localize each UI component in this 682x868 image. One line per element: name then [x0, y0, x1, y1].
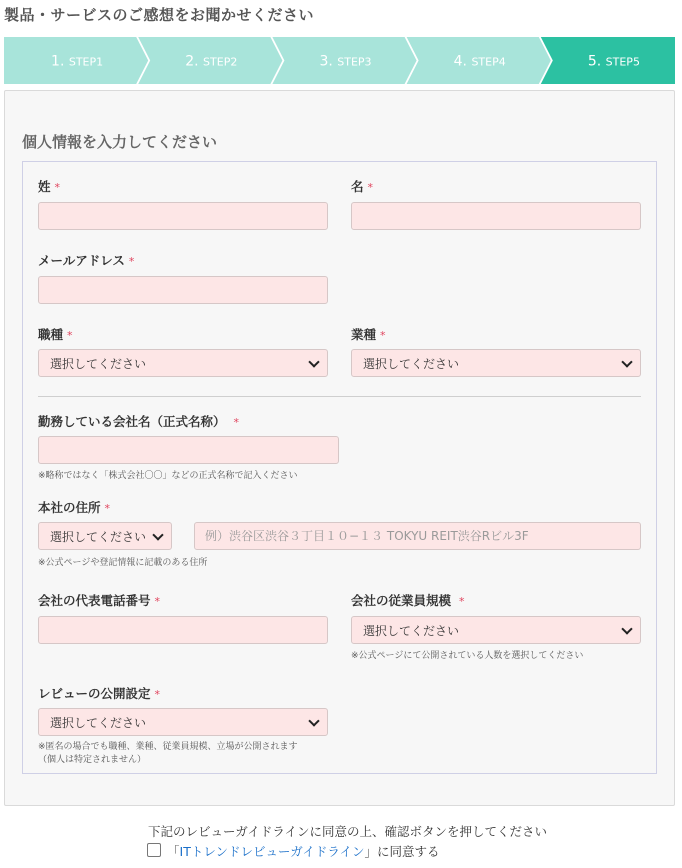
industry-selected: 選択してください: [363, 356, 460, 371]
address-input[interactable]: [195, 523, 640, 549]
step-2-label: 2. STEP2: [185, 53, 238, 70]
job-type-label: 職種 *: [38, 327, 73, 342]
chevron-down-icon: [153, 531, 163, 541]
step-1-label: 1. STEP1: [51, 53, 104, 70]
required-mark: *: [154, 595, 161, 608]
last-name-input[interactable]: [39, 203, 327, 229]
required-mark: *: [380, 329, 386, 342]
prefecture-select[interactable]: [38, 522, 172, 550]
agreement-line: [167, 842, 440, 860]
required-mark: *: [367, 181, 374, 194]
industry-select[interactable]: [351, 349, 641, 377]
first-name-label: 名 *: [351, 179, 374, 194]
agreement-instruction: 下記のレビューガイドラインに同意の上、確認ボタンを押してください: [148, 824, 548, 839]
required-mark: *: [67, 329, 73, 342]
last-name-field[interactable]: [38, 202, 328, 230]
prefecture-selected: 選択してください: [50, 529, 147, 544]
first-name-field[interactable]: [351, 202, 641, 230]
company-note: ※略称ではなく「株式会社〇〇」などの正式名称で記入ください: [38, 471, 298, 481]
address-field[interactable]: [194, 522, 641, 550]
required-mark: *: [154, 688, 161, 701]
agree-label: 」に同意する: [364, 844, 440, 859]
chevron-down-icon: [309, 358, 319, 368]
industry-label: 業種 *: [351, 327, 386, 342]
address-label: 本社の住所 *: [38, 500, 111, 515]
phone-field[interactable]: [38, 616, 328, 644]
open-bracket: 「: [167, 844, 180, 859]
review-visibility-note-2: （個人は特定されません）: [38, 755, 147, 765]
address-note: ※公式ページや登記情報に記載のある住所: [38, 558, 208, 568]
chevron-down-icon: [622, 358, 632, 368]
chevron-down-icon: [622, 625, 632, 635]
review-visibility-selected: 選択してください: [50, 715, 147, 730]
step-3-label: 3. STEP3: [319, 53, 372, 70]
step-4-label: 4. STEP4: [453, 53, 506, 70]
company-field[interactable]: [38, 436, 339, 464]
review-guideline-link[interactable]: ITトレンドレビューガイドライン: [179, 844, 365, 859]
employees-selected: 選択してください: [363, 623, 460, 638]
last-name-label: 姓 *: [38, 179, 61, 194]
job-type-select[interactable]: [38, 349, 328, 377]
chevron-down-icon: [309, 717, 319, 727]
step-progress-bar: [4, 37, 675, 84]
required-mark: *: [128, 255, 135, 268]
step-5-label: 5. STEP5: [587, 53, 640, 70]
email-input[interactable]: [39, 277, 327, 303]
job-type-selected: 選択してください: [50, 356, 147, 371]
email-label: メールアドレス *: [38, 253, 135, 268]
employees-label: 会社の従業員規模 *: [351, 593, 465, 608]
section-divider: [38, 396, 641, 397]
review-visibility-select[interactable]: [38, 708, 328, 736]
section-title: 個人情報を入力してください: [22, 133, 218, 151]
required-mark: *: [104, 502, 111, 515]
required-mark: *: [233, 416, 240, 429]
review-visibility-note-1: ※匿名の場合でも職種、業種、従業員規模、立場が公開されます: [38, 742, 298, 752]
first-name-input[interactable]: [352, 203, 640, 229]
employees-select[interactable]: [351, 616, 641, 644]
phone-input[interactable]: [39, 617, 327, 643]
email-field[interactable]: [38, 276, 328, 304]
employees-note: ※公式ページにて公開されている人数を選択してください: [351, 651, 584, 661]
phone-label: 会社の代表電話番号 *: [38, 593, 161, 608]
required-mark: *: [54, 181, 61, 194]
agree-checkbox[interactable]: [147, 843, 161, 857]
company-input[interactable]: [39, 437, 338, 463]
page-title: 製品・サービスのご感想をお聞かせください: [4, 6, 315, 24]
required-mark: *: [459, 595, 465, 608]
company-label: 勤務している会社名（正式名称） *: [38, 414, 240, 429]
review-visibility-label: レビューの公開設定 *: [38, 686, 161, 701]
